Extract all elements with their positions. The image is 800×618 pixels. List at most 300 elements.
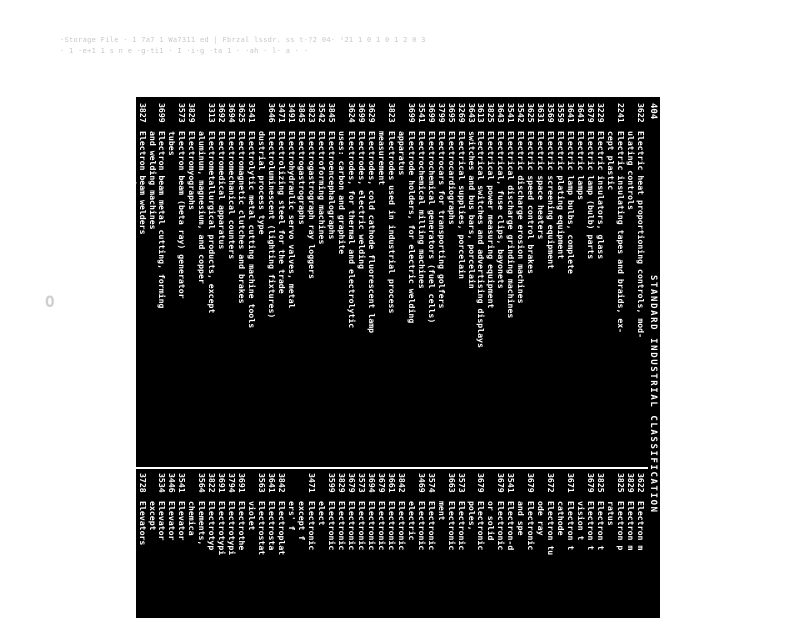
index-entry xyxy=(247,473,257,618)
sic-code: 3829 xyxy=(626,473,637,493)
index-entry xyxy=(387,473,397,618)
sic-code xyxy=(377,103,387,131)
index-entry xyxy=(118,473,128,618)
sic-code: 3541 xyxy=(416,103,427,123)
index-entry xyxy=(496,473,506,618)
entry-description: Electron beam metal cutting, forming xyxy=(157,131,168,309)
entry-description: poles, xyxy=(466,501,477,531)
sic-code: 3699 xyxy=(127,103,138,123)
sic-code: 3491 xyxy=(287,103,298,123)
sic-code: 3269 xyxy=(456,103,467,123)
sic-code: 3641 xyxy=(566,103,577,123)
entry-description: ode ray xyxy=(536,501,547,536)
entry-description: Electronic xyxy=(366,501,377,551)
entry-description: Electrolytic metal cutting machine tools xyxy=(247,131,258,329)
sic-code xyxy=(487,473,497,501)
sic-code: 3825 xyxy=(616,473,627,493)
index-entry xyxy=(506,473,516,618)
sic-code: 3827 xyxy=(137,103,148,123)
sic-code: 3643 xyxy=(466,103,477,123)
entry-description: Electron t xyxy=(596,501,607,551)
entry-description: Electronic xyxy=(346,501,357,551)
index-entry xyxy=(606,103,616,463)
entry-description: Electric lamp (bulb) parts xyxy=(586,131,597,260)
index-entry xyxy=(467,103,477,463)
index-entry xyxy=(148,103,158,463)
index-entry xyxy=(327,473,337,618)
sic-code: 3842 xyxy=(396,473,407,493)
sic-code: 3469 xyxy=(416,473,427,493)
index-entry xyxy=(616,473,626,618)
entry-description: Electrochemical generators (fuel cells) xyxy=(426,131,437,324)
sic-code: 3613 xyxy=(476,103,487,123)
entry-description: and spe xyxy=(516,501,527,536)
index-entry xyxy=(566,103,576,463)
index-entry xyxy=(417,473,427,618)
sic-code: 3542 xyxy=(516,103,527,123)
sic-code: 3699 xyxy=(406,103,417,123)
sic-code xyxy=(437,473,447,501)
entry-description: Elevator xyxy=(177,501,188,541)
index-entry xyxy=(257,103,267,463)
index-entry xyxy=(237,473,247,618)
entry-description: chemica xyxy=(187,501,198,536)
sic-code: 3825 xyxy=(596,473,607,493)
index-entry xyxy=(556,103,566,463)
index-entry xyxy=(556,473,566,618)
entry-description: Electron beam welders xyxy=(137,131,148,235)
sic-code: 3541 xyxy=(247,103,258,123)
sic-code: 3692 xyxy=(217,103,228,123)
entry-description: Electromedical apparatus xyxy=(217,131,228,250)
index-entry xyxy=(277,473,287,618)
sic-code xyxy=(168,103,178,131)
sic-code: 3541 xyxy=(177,473,188,493)
sic-code xyxy=(407,473,417,501)
index-entry xyxy=(457,473,467,618)
index-entry xyxy=(626,103,636,463)
sic-code: 3799 xyxy=(436,103,447,123)
sic-code: 3534 xyxy=(127,473,138,493)
sic-code: 3822 xyxy=(207,473,218,493)
entry-description: Electric plating equipment xyxy=(556,131,567,260)
index-entry xyxy=(457,103,467,463)
entry-description: except xyxy=(147,501,158,531)
sic-code xyxy=(187,473,197,501)
entry-description: Elevator xyxy=(157,501,168,541)
entry-description: uses: carbon and graphite xyxy=(336,131,347,255)
index-entry xyxy=(177,473,187,618)
entry-description: aluminum, magnesium, and copper xyxy=(197,131,208,284)
sic-code: 3534 xyxy=(117,473,128,493)
sic-code: 3629 xyxy=(366,103,377,123)
entry-description: Electric insulators, glass xyxy=(596,131,607,260)
sic-code: 3672 xyxy=(546,473,557,493)
sic-code: 3679 xyxy=(376,473,387,493)
entry-description: Electrical supplies, porcelain xyxy=(456,131,467,279)
index-entry xyxy=(257,473,267,618)
index-entry xyxy=(317,473,327,618)
sic-code: 3691 xyxy=(217,473,228,493)
index-entry xyxy=(337,103,347,463)
entry-description: Elevators xyxy=(127,501,138,546)
sic-code: 3446 xyxy=(167,473,178,493)
index-entry xyxy=(496,103,506,463)
index-entry xyxy=(477,473,487,618)
sic-code: 3471 xyxy=(307,473,318,493)
sic-code: 3599 xyxy=(326,473,337,493)
index-entry xyxy=(437,103,447,463)
entry-description: Electroplat xyxy=(277,501,288,556)
sic-code: 3559 xyxy=(556,103,567,123)
index-entry xyxy=(337,473,347,618)
index-entry xyxy=(347,103,357,463)
index-entry xyxy=(586,473,596,618)
index-entry xyxy=(138,473,148,618)
sic-code xyxy=(516,473,526,501)
entry-description: Electric lamp bulbs, complete xyxy=(566,131,577,274)
entry-description: Electronic xyxy=(396,501,407,551)
entry-description: Electronic xyxy=(386,501,397,551)
entry-description: Electronic xyxy=(416,501,427,551)
entry-description: Electrotyp xyxy=(207,501,218,551)
entry-description: vision t xyxy=(576,501,587,541)
sic-code xyxy=(576,473,586,501)
entry-description: Electrotypi xyxy=(227,501,238,556)
index-entry xyxy=(596,103,606,463)
sic-code: 3573 xyxy=(456,473,467,493)
right-column-entries xyxy=(118,473,646,618)
index-entry xyxy=(187,103,197,463)
entry-description: Electrotypi xyxy=(217,501,228,556)
index-entry xyxy=(217,473,227,618)
sic-code xyxy=(317,473,327,501)
sic-code: 3679 xyxy=(586,473,597,493)
entry-description: ulating controls xyxy=(626,131,637,210)
entry-description: Electronic xyxy=(326,501,337,551)
sic-code: 3622 xyxy=(636,103,646,123)
entry-description: Electrodes, cold cathode fluorescent lamp xyxy=(366,131,377,334)
sic-code xyxy=(536,473,546,501)
entry-description: Electronic xyxy=(307,501,318,551)
index-entry xyxy=(177,103,187,463)
sic-code: 2241 xyxy=(616,103,627,123)
entry-description: cept plastic xyxy=(606,131,617,191)
index-entry xyxy=(506,103,516,463)
index-entry xyxy=(377,473,387,618)
entry-description: Electrical discharge grinding machines xyxy=(506,131,517,319)
entry-description: Electrosta xyxy=(267,501,278,551)
index-entry xyxy=(387,103,397,463)
entry-description: Electrodes, for thermal and electrolytic xyxy=(346,131,357,329)
sic-code: 3691 xyxy=(237,473,248,493)
entry-description: Elevator xyxy=(167,501,178,541)
entry-description: switches and bus bars, porcelain xyxy=(466,131,477,289)
sic-code xyxy=(626,103,636,131)
sic-code xyxy=(148,473,158,501)
sic-code xyxy=(556,473,566,501)
index-entry xyxy=(287,473,297,618)
entry-description: Electron t xyxy=(566,501,577,551)
entry-description: Electron tu xyxy=(546,501,557,556)
index-entry xyxy=(616,103,626,463)
entry-description: or solid xyxy=(486,501,497,541)
hole-punch-mark: O xyxy=(45,292,55,311)
index-entry xyxy=(526,103,536,463)
sic-code: 3641 xyxy=(576,103,587,123)
sic-code: 3229 xyxy=(596,103,607,123)
entry-description: Electrochemical milling machines xyxy=(416,131,427,289)
entry-description: Electrical, fuse clips, bayonets xyxy=(496,131,507,289)
sic-code: 3573 xyxy=(356,473,367,493)
entry-description: Electronic xyxy=(376,501,387,551)
index-entry xyxy=(128,103,138,463)
index-entry xyxy=(367,103,377,463)
index-entry xyxy=(596,473,606,618)
sic-code: 3661 xyxy=(386,473,397,493)
entry-description: Electronic xyxy=(496,501,507,551)
index-entry xyxy=(297,473,307,618)
entry-description: Electrogastrograph ray loggers xyxy=(307,131,318,279)
entry-description: Electronic xyxy=(526,501,537,551)
index-entry xyxy=(546,103,556,463)
entry-description: Electronic xyxy=(446,501,457,551)
index-entry xyxy=(447,103,457,463)
index-entry xyxy=(158,473,168,618)
sic-code: 3574 xyxy=(426,473,437,493)
index-entry xyxy=(347,473,357,618)
index-entry xyxy=(576,103,586,463)
sic-code: 3823 xyxy=(307,103,318,123)
sic-code: 3542 xyxy=(317,103,327,123)
entry-description: Electrode holders, for electric welding xyxy=(406,131,417,324)
entry-description: and welding machines xyxy=(147,131,158,230)
sic-code xyxy=(606,103,616,131)
entry-description: Electron t xyxy=(586,501,597,551)
index-entry xyxy=(197,103,207,463)
entry-description: Electric insulating tapes and braids, ex- xyxy=(616,131,627,334)
sic-code: 3625 xyxy=(526,103,537,123)
index-entry xyxy=(546,473,556,618)
entry-description: Electric space heaters xyxy=(536,131,547,240)
index-entry xyxy=(267,103,277,463)
entry-description: Electric screening equipment xyxy=(546,131,557,270)
sic-code: 3794 xyxy=(227,473,238,493)
entry-description: Elevators xyxy=(117,501,128,546)
sic-code: 3541 xyxy=(506,473,517,493)
index-entry xyxy=(586,103,596,463)
entry-description: Electron m xyxy=(626,501,637,551)
rotated-page-content xyxy=(117,97,660,618)
sic-code: 3699 xyxy=(426,103,437,123)
entry-description: Electron beam (beta ray) generator xyxy=(177,131,188,299)
sic-code: 3471 xyxy=(277,103,288,123)
entry-description: Electric lamps xyxy=(576,131,587,201)
sic-code: 3699 xyxy=(356,103,367,123)
sic-code: 3622 xyxy=(636,473,646,493)
entry-description: except f xyxy=(297,501,308,541)
entry-description: Electron-d xyxy=(506,501,517,551)
sic-code xyxy=(606,473,616,501)
entry-description: Electrogastrographs xyxy=(297,131,308,225)
index-entry xyxy=(487,473,497,618)
entry-description: elect xyxy=(317,501,327,526)
sic-code: 3825 xyxy=(486,103,497,123)
index-entry xyxy=(138,103,148,463)
index-entry xyxy=(437,473,447,618)
sic-code: 3563 xyxy=(257,473,268,493)
sic-code: 3679 xyxy=(586,103,597,123)
page-number: 404 xyxy=(648,103,658,120)
index-entry xyxy=(367,473,377,618)
entry-description: Electrothe xyxy=(237,501,248,551)
index-entry xyxy=(247,103,257,463)
entry-description: Electrodes used in industrial process xyxy=(386,131,397,314)
entry-description: Electronic xyxy=(336,501,347,551)
sic-code xyxy=(287,473,297,501)
index-entry xyxy=(297,103,307,463)
index-entry xyxy=(207,103,217,463)
index-entry xyxy=(397,473,407,618)
index-entry xyxy=(128,473,138,618)
index-entry xyxy=(397,103,407,463)
left-column-entries xyxy=(128,103,646,463)
sic-code: 3829 xyxy=(336,473,347,493)
index-entry xyxy=(516,103,526,463)
entry-description: Electron m xyxy=(636,501,646,551)
column-divider xyxy=(133,467,648,469)
sic-code: 3679 xyxy=(476,473,487,493)
entry-description: Electric discharge erosion machines xyxy=(516,131,527,304)
entry-description: electric xyxy=(406,501,417,541)
sic-code: 3573 xyxy=(177,103,188,123)
sic-code: 3679 xyxy=(526,473,537,493)
sic-code: 3845 xyxy=(326,103,337,123)
sic-code: 3829 xyxy=(187,103,198,123)
index-entry xyxy=(317,103,327,463)
entry-description: violet xyxy=(247,501,258,531)
sic-code: 3679 xyxy=(346,473,357,493)
entry-description: Electric heat proportioning controls, mod- xyxy=(636,131,646,339)
index-entry xyxy=(377,103,387,463)
index-entry xyxy=(307,473,317,618)
scan-header-line-2: · 1 ·e+1 1 s n e ·g·ti1 · I ·i·g ·ta 1 · ·ah · l· a · · xyxy=(60,47,309,55)
scan-header-line-1: ·Storage File · 1 7a7 1 Wa7311 ed | Fbrzal lssdr. ss t·?2 04· ¹21 1 0 1 0 1 2 0 3 xyxy=(60,36,426,44)
index-entry xyxy=(168,103,178,463)
entry-description: Electrolizing steel for the trade xyxy=(277,131,288,294)
sic-code: 3823 xyxy=(386,103,397,123)
entry-description: Electrodes, electric welding xyxy=(356,131,367,270)
index-entry xyxy=(357,103,367,463)
sic-code: 3625 xyxy=(237,103,248,123)
sic-code: 3842 xyxy=(277,473,288,493)
entry-description: Elements, xyxy=(197,501,208,546)
sic-code: 3646 xyxy=(267,103,278,123)
index-entry xyxy=(267,473,277,618)
index-entry xyxy=(477,103,487,463)
index-entry xyxy=(407,473,417,618)
index-entry xyxy=(217,103,227,463)
index-entry xyxy=(148,473,158,618)
entry-description: Electronic xyxy=(456,501,467,551)
index-entry xyxy=(207,473,217,618)
index-entry xyxy=(487,103,497,463)
entry-description: Electronic xyxy=(356,501,367,551)
sic-code xyxy=(197,103,207,131)
sic-code: 3643 xyxy=(496,103,507,123)
index-entry xyxy=(467,473,477,618)
sic-code: 3671 xyxy=(566,473,577,493)
entry-description: Electromyographs xyxy=(187,131,198,210)
sic-code xyxy=(467,473,477,501)
entry-description: Electrical power measuring equipment xyxy=(486,131,497,309)
sic-code: 3534 xyxy=(157,473,168,493)
index-entry xyxy=(287,103,297,463)
sic-code: 3564 xyxy=(197,473,208,493)
index-entry xyxy=(536,473,546,618)
entry-description: ment xyxy=(436,501,447,521)
sic-code: 3695 xyxy=(446,103,457,123)
sic-code: 3624 xyxy=(346,103,357,123)
sic-code: 3728 xyxy=(137,473,148,493)
sic-code xyxy=(247,473,257,501)
index-entry xyxy=(237,103,247,463)
sic-code xyxy=(397,103,407,131)
sic-code: 3699 xyxy=(157,103,168,123)
entry-description: Electrometallurgical products, except xyxy=(207,131,218,314)
entry-description: measurement xyxy=(376,131,387,186)
index-entry xyxy=(407,103,417,463)
entry-description: Electronic xyxy=(476,501,487,551)
scanned-page xyxy=(117,97,660,618)
index-entry xyxy=(566,473,576,618)
index-entry xyxy=(307,103,317,463)
sic-code: 3845 xyxy=(297,103,308,123)
entry-description: Electrical switches and advertising displays xyxy=(476,131,487,348)
entry-description: ratus xyxy=(606,501,617,526)
index-entry xyxy=(636,103,646,463)
entry-description: Electroencephalographs xyxy=(326,131,337,240)
sic-code: 3641 xyxy=(267,473,278,493)
index-entry xyxy=(197,473,207,618)
sic-code: 3663 xyxy=(446,473,457,493)
entry-description: Electrocars for transporting golfers xyxy=(436,131,447,309)
entry-description: tubes xyxy=(167,131,178,156)
entry-description: Electrocardiographs xyxy=(446,131,457,225)
sic-code xyxy=(148,103,158,131)
index-entry xyxy=(168,473,178,618)
page-title: STANDARD INDUSTRIAL CLASSIFICATION xyxy=(648,275,658,514)
entry-description: Electromechanical counters xyxy=(227,131,238,260)
entry-description: Elevators xyxy=(137,501,148,546)
index-entry xyxy=(187,473,197,618)
entry-description: apparatus xyxy=(396,131,407,176)
sic-code xyxy=(337,103,347,131)
index-entry xyxy=(357,473,367,618)
index-entry xyxy=(636,473,646,618)
index-entry xyxy=(277,103,287,463)
entry-description: Electrohydraulic servo valves, metal xyxy=(287,131,298,309)
entry-description: Electroluminescent (lighting fixtures) xyxy=(267,131,278,319)
index-entry xyxy=(327,103,337,463)
index-entry xyxy=(427,473,437,618)
entry-description: ers' f xyxy=(287,501,298,531)
entry-description: cathode xyxy=(556,501,567,536)
sic-code: 3313 xyxy=(207,103,218,123)
sic-code: 3694 xyxy=(227,103,238,123)
entry-description: Electric speed control brakes xyxy=(526,131,537,274)
sic-code: 3569 xyxy=(546,103,557,123)
